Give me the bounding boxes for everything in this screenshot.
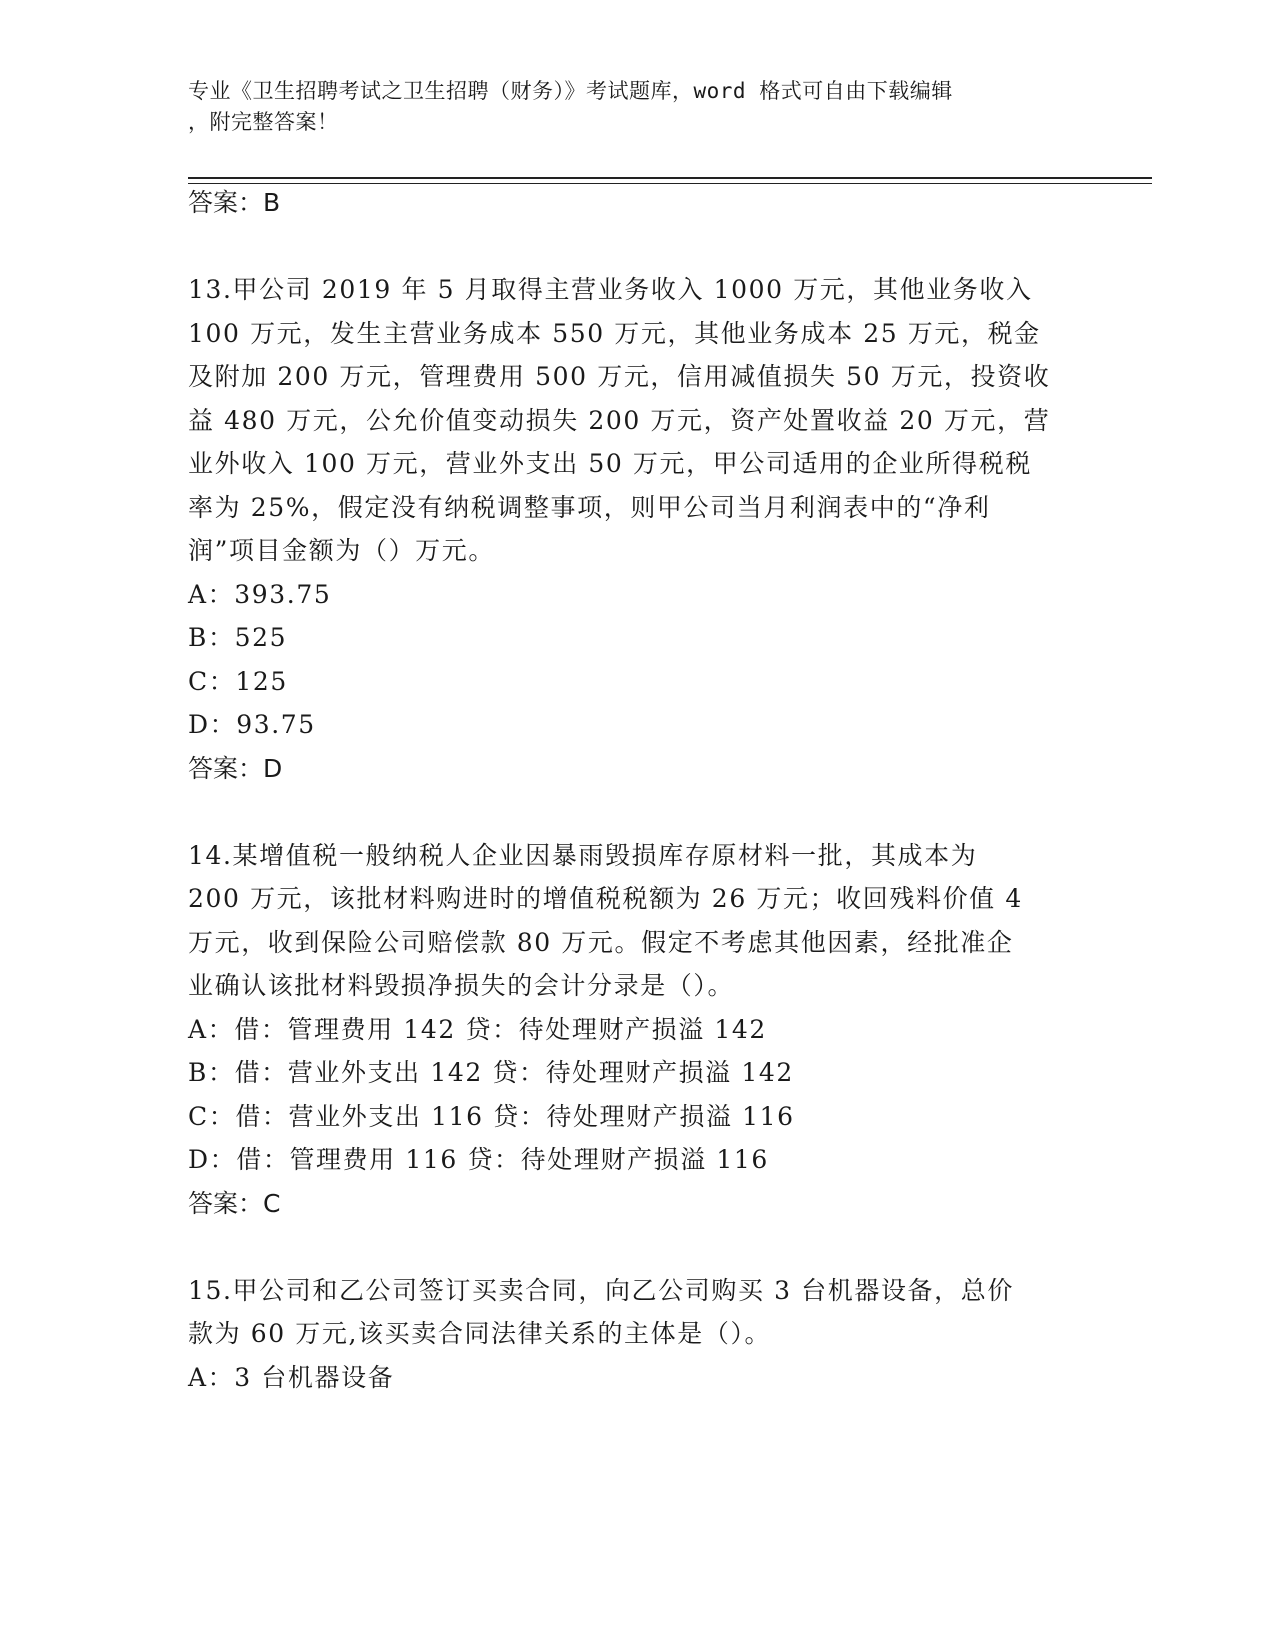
q14-option-b: B：借：营业外支出 142 贷：待处理财产损溢 142: [188, 1058, 794, 1087]
q15-line-1: 15.甲公司和乙公司签订买卖合同，向乙公司购买 3 台机器设备，总价: [188, 1276, 1014, 1305]
q13-line-5: 业外收入 100 万元，营业外支出 50 万元，甲公司适用的企业所得税税: [188, 449, 1032, 478]
header-rule-thin: [188, 183, 1152, 184]
q13-option-d: D：93.75: [188, 710, 316, 739]
q14-option-d: D：借：管理费用 116 贷：待处理财产损溢 116: [188, 1145, 769, 1174]
q14-line-1: 14.某增值税一般纳税人企业因暴雨毁损库存原材料一批，其成本为: [188, 841, 978, 870]
q13-option-c: C：125: [188, 667, 288, 696]
previous-answer: 答案：B: [188, 188, 281, 217]
q13-line-7: 润”项目金额为（）万元。: [188, 536, 495, 565]
q13-line-1: 13.甲公司 2019 年 5 月取得主营业务收入 1000 万元，其他业务收入: [188, 275, 1033, 304]
q14-option-c: C：借：营业外支出 116 贷：待处理财产损溢 116: [188, 1102, 795, 1131]
header-line-2: ，附完整答案！: [188, 110, 339, 134]
q15-line-2: 款为 60 万元,该买卖合同法律关系的主体是（）。: [188, 1319, 772, 1348]
header-line-1: 专业《卫生招聘考试之卫生招聘（财务）》考试题库，word 格式可自由下载编辑: [188, 79, 953, 103]
q13-line-3: 及附加 200 万元，管理费用 500 万元，信用减值损失 50 万元，投资收: [188, 362, 1051, 391]
q15-option-a: A：3 台机器设备: [188, 1363, 395, 1392]
page-header: [188, 76, 1068, 138]
q13-line-4: 益 480 万元，公允价值变动损失 200 万元，资产处置收益 20 万元，营: [188, 406, 1051, 435]
q14-line-3: 万元，收到保险公司赔偿款 80 万元。假定不考虑其他因素，经批准企: [188, 928, 1014, 957]
q13-line-6: 率为 25%，假定没有纳税调整事项，则甲公司当月利润表中的“净利: [188, 493, 991, 522]
q14-line-2: 200 万元，该批材料购进时的增值税税额为 26 万元；收回残料价值 4: [188, 884, 1023, 913]
q13-answer: 答案：D: [188, 754, 283, 783]
q14-answer: 答案：C: [188, 1189, 281, 1218]
q14-option-a: A：借：管理费用 142 贷：待处理财产损溢 142: [188, 1015, 767, 1044]
q14-line-4: 业确认该批材料毁损净损失的会计分录是（）。: [188, 971, 735, 1000]
q13-line-2: 100 万元，发生主营业务成本 550 万元，其他业务成本 25 万元，税金: [188, 319, 1041, 348]
q13-option-a: A：393.75: [188, 580, 332, 609]
header-rule-thick: [188, 177, 1152, 179]
q13-option-b: B：525: [188, 623, 288, 652]
